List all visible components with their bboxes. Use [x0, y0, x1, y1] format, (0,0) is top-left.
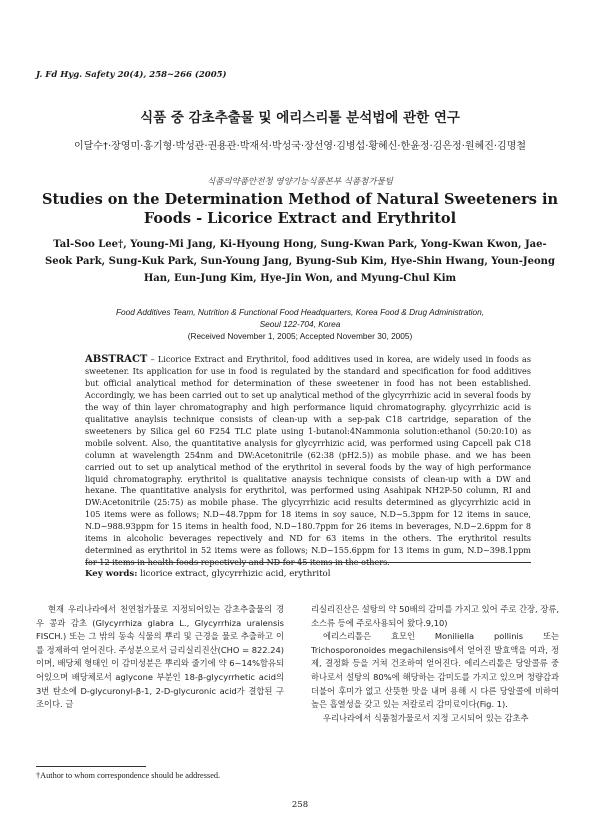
footnote: †Author to whom correspondence should be addressed.: [36, 771, 221, 780]
abstract-text: – Licorice Extract and Erythritol, food additives used in korea, are widely used in foods as sweetener. Its application for use in food is regulated by the standard and specification for food additives but official analytical method for determination of these sweetener in food has not been established. Accordingly, we has been carried out to set up analytical method of the glycyrrhizic acid in several foods by the way of thin layer chromatography and high performance liquid chromatography. glycyrrhizic acid is qualitative anaylsis technique consists of clean-up with a sep-pak C18 cartridge, separation of the sweeteners by Silica gel 60 F254 TLC plate using 1-butanol:4Nammonia solution:ethanol (50:20:10) as mobile solvent. Also, the quantitative analysis for glycyrrhizic acid, was performed using Capcell pak C18 column at wavelength 254nm and DW:Acetonitrile (62:38 (pH2.5)) as mobile phase. and we has been carried out to set up analytical method of the erythritol in several foods by the way of high performance liquid chromatography. erythritol is qualitative anaysis technique consists of clean-up with a DW and hexane. The quantitative analysis for erythritol, was performed using Asahipak NH2P-50 column, RI and DW:Acetonitrile (25:75) as mobile phase. The glycyrrhizic acid results determined as glycyrrhizic acid in 105 items were as follows; N.D~48.7ppm for 18 items in soy sauce, N.D~5.3ppm for 12 items in sauce, N.D~988.93ppm for 15 items in health food, N.D~180.7ppm for 26 items in beverages, N.D~2.6ppm for 8 items in alcoholic beverages repectively and ND for 63 items in the others. The erythritol results determined as erythritol in 52 items were as follows; N.D~155.6ppm for 13 items in gum, N.D~398.1ppm for 12 items in health foods repectively and ND for 45 items in the others.: [85, 354, 531, 568]
body-paragraph: 리실리진산은 설탕의 약 50배의 감미를 가지고 있어 주로 간장, 장류, 소스류 등에 주로사용되어 왔다.9,10): [311, 604, 559, 628]
keywords-label: Key words:: [85, 569, 138, 579]
affiliation-line-1: Food Additives Team, Nutrition & Functional Food Headquarters, Korea Food & Drug Administration,: [115, 307, 484, 317]
english-title: Studies on the Determination Method of Natural Sweeteners in Foods - Licorice Extract and Erythritol: [42, 191, 558, 227]
korean-title: 식품 중 감초추출물 및 에리스리톨 분석법에 관한 연구: [140, 110, 460, 126]
keywords: [85, 569, 330, 579]
abstract-divider: [85, 562, 531, 563]
footnote-divider: [36, 766, 146, 767]
affiliation-line-2: Seoul 122-704, Korea: [259, 319, 341, 329]
english-authors: Tal-Soo Lee†, Young-Mi Jang, Ki-Hyoung Hong, Sung-Kwan Park, Yong-Kwan Kwon, Jae-Seok Park, Sung-Kuk Park, Sun-Young Jang, Byung-Sub Kim, Hye-Shin Hwang, Youn-Jeong Han, Eun-Jung Kim, Hye-Jin Won, and Myung-Chul Kim: [45, 239, 555, 284]
received-dates: (Received November 1, 2005; Accepted November 30, 2005): [187, 331, 413, 341]
keywords-text: licorice extract, glycyrrhizic acid, erythritol: [137, 569, 331, 579]
korean-authors: 이달수†·장영미·홍기형·박성관·권용관·박재석·박성국·장선영·김병섭·황혜신·한윤정·김은정·원혜진·김명철: [73, 141, 527, 152]
korean-affiliation: 식품의약품안전청 영양기능식품본부 식품첨가물팀: [206, 177, 394, 187]
page-number: 258: [291, 800, 309, 810]
body-paragraph: 현재 우리나라에서 천연첨가물로 지정되어있는 감초추출물의 경우 콩과 감초 (Glycyrrhiza glabra L., Glycyrrhiza uralensis FISCH.) 또는 그 밖의 동속 식물의 뿌리 및 근경을 물로 추출하고 이를 정제하여 얻어진다. 주성분으로서 글리실리진산(CHO = 822.24)이며, 배당체 형태인 이 감미성분은 뿌리와 줄기에 약 6~14%함유되어있으며 배당체로서 aglycone 부분인 18-β-glycyrrhetic acid의 3번 탄소에 D-glycuronyl-β-1, 2-D-glycuronic acid가 결합된 구조이다. 글: [36, 604, 284, 710]
body-right-column: [311, 603, 559, 725]
abstract: [85, 354, 531, 569]
body-left-column: [36, 603, 284, 712]
abstract-label: ABSTRACT: [85, 354, 148, 365]
english-affiliation: [60, 306, 540, 330]
body-paragraph: 에리스리톨은 효모인 Moniliella pollinis 또는 Trichosporonoides megachilensis에서 얻어진 발효액을 여과, 정제, 결정화 등을 거쳐 건조하여 얻어진다. 에리스리톨은 당알콜류 중 하나로서 설탕의 80%에 해당하는 감미도를 가지고 있으며 청량감과 더불어 후미가 없고 산뜻한 맛을 내며 용해 시 다른 당알콜에 비하여 높은 흡열성을 갖고 있는 저칼로리 감미료이다(Fig. 1).: [311, 631, 559, 710]
body-paragraph: 우리나라에서 식품첨가물로서 지정 고시되어 있는 감초추: [323, 712, 529, 723]
journal-citation: J. Fd Hyg. Safety 20(4), 258~266 (2005): [36, 70, 227, 80]
